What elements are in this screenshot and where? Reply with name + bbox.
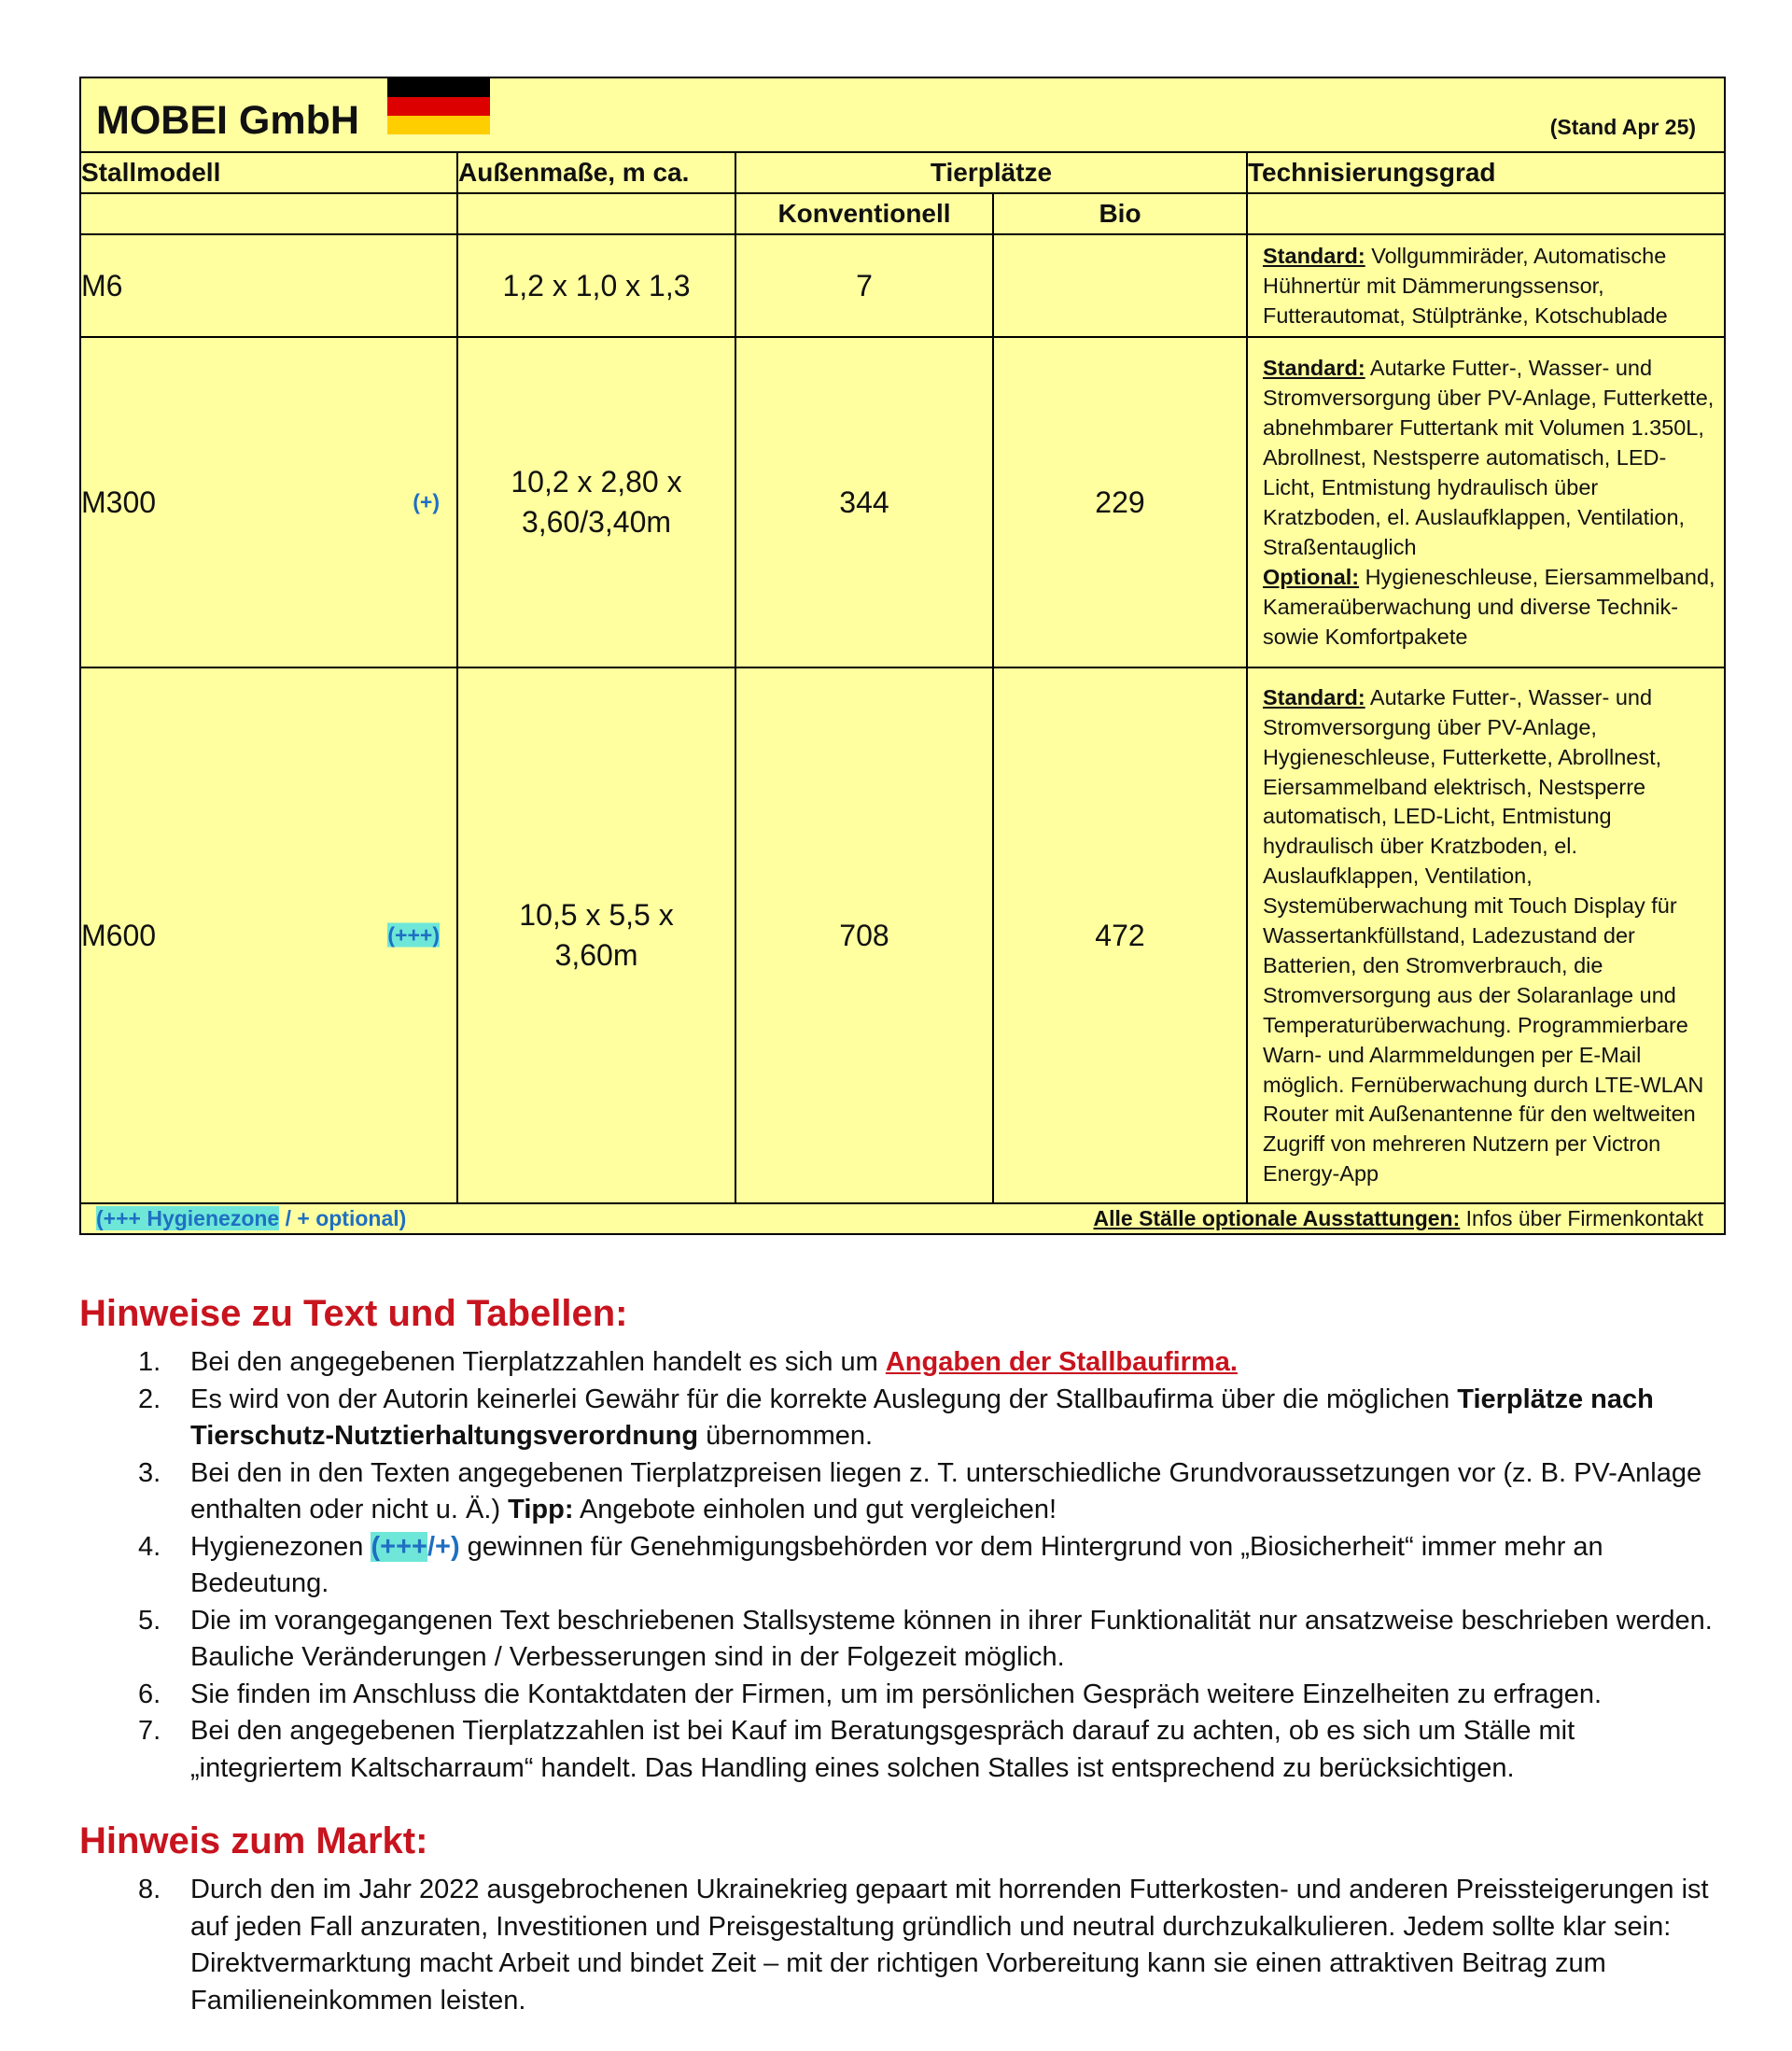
subheader-bio: Bio [993,193,1247,234]
flag-stripe-gold [387,116,490,134]
col-header-size: Außenmaße, m ca. [457,152,735,193]
list-item: 4. Hygienezonen (+++/+) gewinnen für Genehmigungsbehörden vor dem Hintergrund von „Biosicherheit“ immer mehr an Bedeutung. [138,1531,1603,1598]
market-list [131,1872,1717,2019]
bio-places-cell: 229 [993,337,1247,667]
legend-text: (+++ Hygienezone / + optional) [96,1206,407,1230]
conv-places-cell: 7 [735,234,993,337]
size-cell: 10,5 x 5,5 x 3,60m [457,667,735,1203]
flag-stripe-black [387,78,490,97]
optional-equipment-note: Alle Ställe optionale Ausstattungen: Infos über Firmenkontakt [1093,1206,1704,1230]
list-item: 3. Bei den in den Texten angegebenen Tierplatzpreisen liegen z. T. unterschiedliche Grundvoraussetzungen vor (z. B. PV-Anlage enthalten oder nicht u. Ä.) Tipp: Angebote einholen und gut vergleichen! [138,1457,1702,1524]
list-item: 1. Bei den angegebenen Tierplatzzahlen handelt es sich um Angaben der Stallbaufirma. [138,1347,1238,1377]
tech-cell: Standard: Vollgummiräder, Automatische Hühnertür mit Dämmerungssensor, Futterautomat, Stülptränke, Kotschublade [1247,234,1725,337]
table-footer-row [80,1203,1725,1234]
list-item: 8. Durch den im Jahr 2022 ausgebrochenen Ukrainekrieg gepaart mit horrenden Futterkosten- und anderen Preissteigerungen ist auf jeden Fall anzuraten, Investitionen und Preisgestaltung gründlich und neutral durchzukalkulieren. Jedem sollte klar sein: Direktvermarktung macht Arbeit und bindet Zeit – mit der richtigen Vorbereitung kann sie einen attraktiven Beitrag zum Familieneinkommen leisten. [138,1875,1709,2016]
model-cell: M600 (+++) [80,667,457,1203]
optional-badge: (+) [413,489,440,514]
list-item: 5. Die im vorangegangenen Text beschriebenen Stallsysteme können in ihrer Funktionalität nur ansatzweise beschrieben werden. Bauliche Veränderungen / Verbesserungen sind in der Folgezeit möglich. [138,1605,1713,1672]
tech-cell: Standard: Autarke Futter-, Wasser- und Stromversorgung über PV-Anlage, Hygieneschleuse, Futterkette, Abrollnest, Eiersammelband elektrisch, Nestsperre automatisch, LED-Licht, Entmistung hydraulisch über Kratzboden, el. Auslaufklappen, Ventilation, Systemüberwachung mit Touch Display für Wassertankfüllstand, Ladezustand der Batterien, den Stromverbrauch, die Stromversorgung aus der Solaranlage und Temperaturüberwachung. Programmierbare Warn- und Alarmmeldungen per E-Mail möglich. Fernüberwachung durch LTE-WLAN Router mit Außenantenne für den weltweiten Zugriff von mehreren Nutzern per Victron Energy-App [1247,667,1725,1203]
size-cell: 1,2 x 1,0 x 1,3 [457,234,735,337]
list-item: 7. Bei den angegebenen Tierplatzzahlen ist bei Kauf im Beratungsgespräch darauf zu achten, ob es sich um Ställe mit „integriertem Kaltscharraum“ handelt. Das Handling eines solchen Stalles ist entsprechend zu berücksichtigen. [138,1716,1575,1783]
company-name: MOBEI GmbH [96,98,359,143]
conv-places-cell: 708 [735,667,993,1203]
notes-list [131,1344,1717,1787]
bio-places-cell [993,234,1247,337]
col-header-tech: Technisierungsgrad [1247,152,1725,193]
stand-date: (Stand Apr 25) [1549,115,1697,139]
col-header-model: Stallmodell [80,152,457,193]
table-header-row [80,152,1725,193]
model-cell: M300 (+) [80,337,457,667]
col-header-places: Tierplätze [735,152,1247,193]
list-item: 2. Es wird von der Autorin keinerlei Gewähr für die korrekte Auslegung der Stallbaufirma über die möglichen Tierplätze nach Tierschutz-Nutztierhaltungsverordnung übernommen. [138,1384,1654,1451]
tech-cell: Standard: Autarke Futter-, Wasser- und Stromversorgung über PV-Anlage, Futterkette, abnehmbarer Futtertank mit Volumen 1.350L, Abrollnest, Nestsperre automatisch, LED-Licht, Entmistung hydraulisch über Kratzboden, el. Auslaufklappen, Ventilation, Straßentauglich Optional: Hygieneschleuse, Eiersammelband, Kameraüberwachung und diverse Technik- sowie Komfortpakete [1247,337,1725,667]
stallbaufirma-link[interactable]: Angaben der Stallbaufirma. [885,1347,1238,1377]
hygiene-zone-badge: (+++) [387,922,440,948]
subheader-conventional: Konventionell [735,193,993,234]
list-item: 6. Sie finden im Anschluss die Kontaktdaten der Firmen, um im persönlichen Gespräch weitere Einzelheiten zu erfragen. [138,1679,1603,1709]
conv-places-cell: 344 [735,337,993,667]
table-subheader-row [80,193,1725,234]
table-row [80,337,1725,667]
bio-places-cell: 472 [993,667,1247,1203]
german-flag-icon [387,78,490,134]
flag-stripe-red [387,97,490,116]
model-cell: M6 [80,234,457,337]
table-row [80,667,1725,1203]
market-heading: Hinweis zum Markt: [79,1820,428,1861]
table-row [80,234,1725,337]
size-cell: 10,2 x 2,80 x 3,60/3,40m [457,337,735,667]
stall-table [79,77,1726,1235]
notes-heading: Hinweise zu Text und Tabellen: [79,1293,628,1334]
table-title-row [80,77,1725,152]
